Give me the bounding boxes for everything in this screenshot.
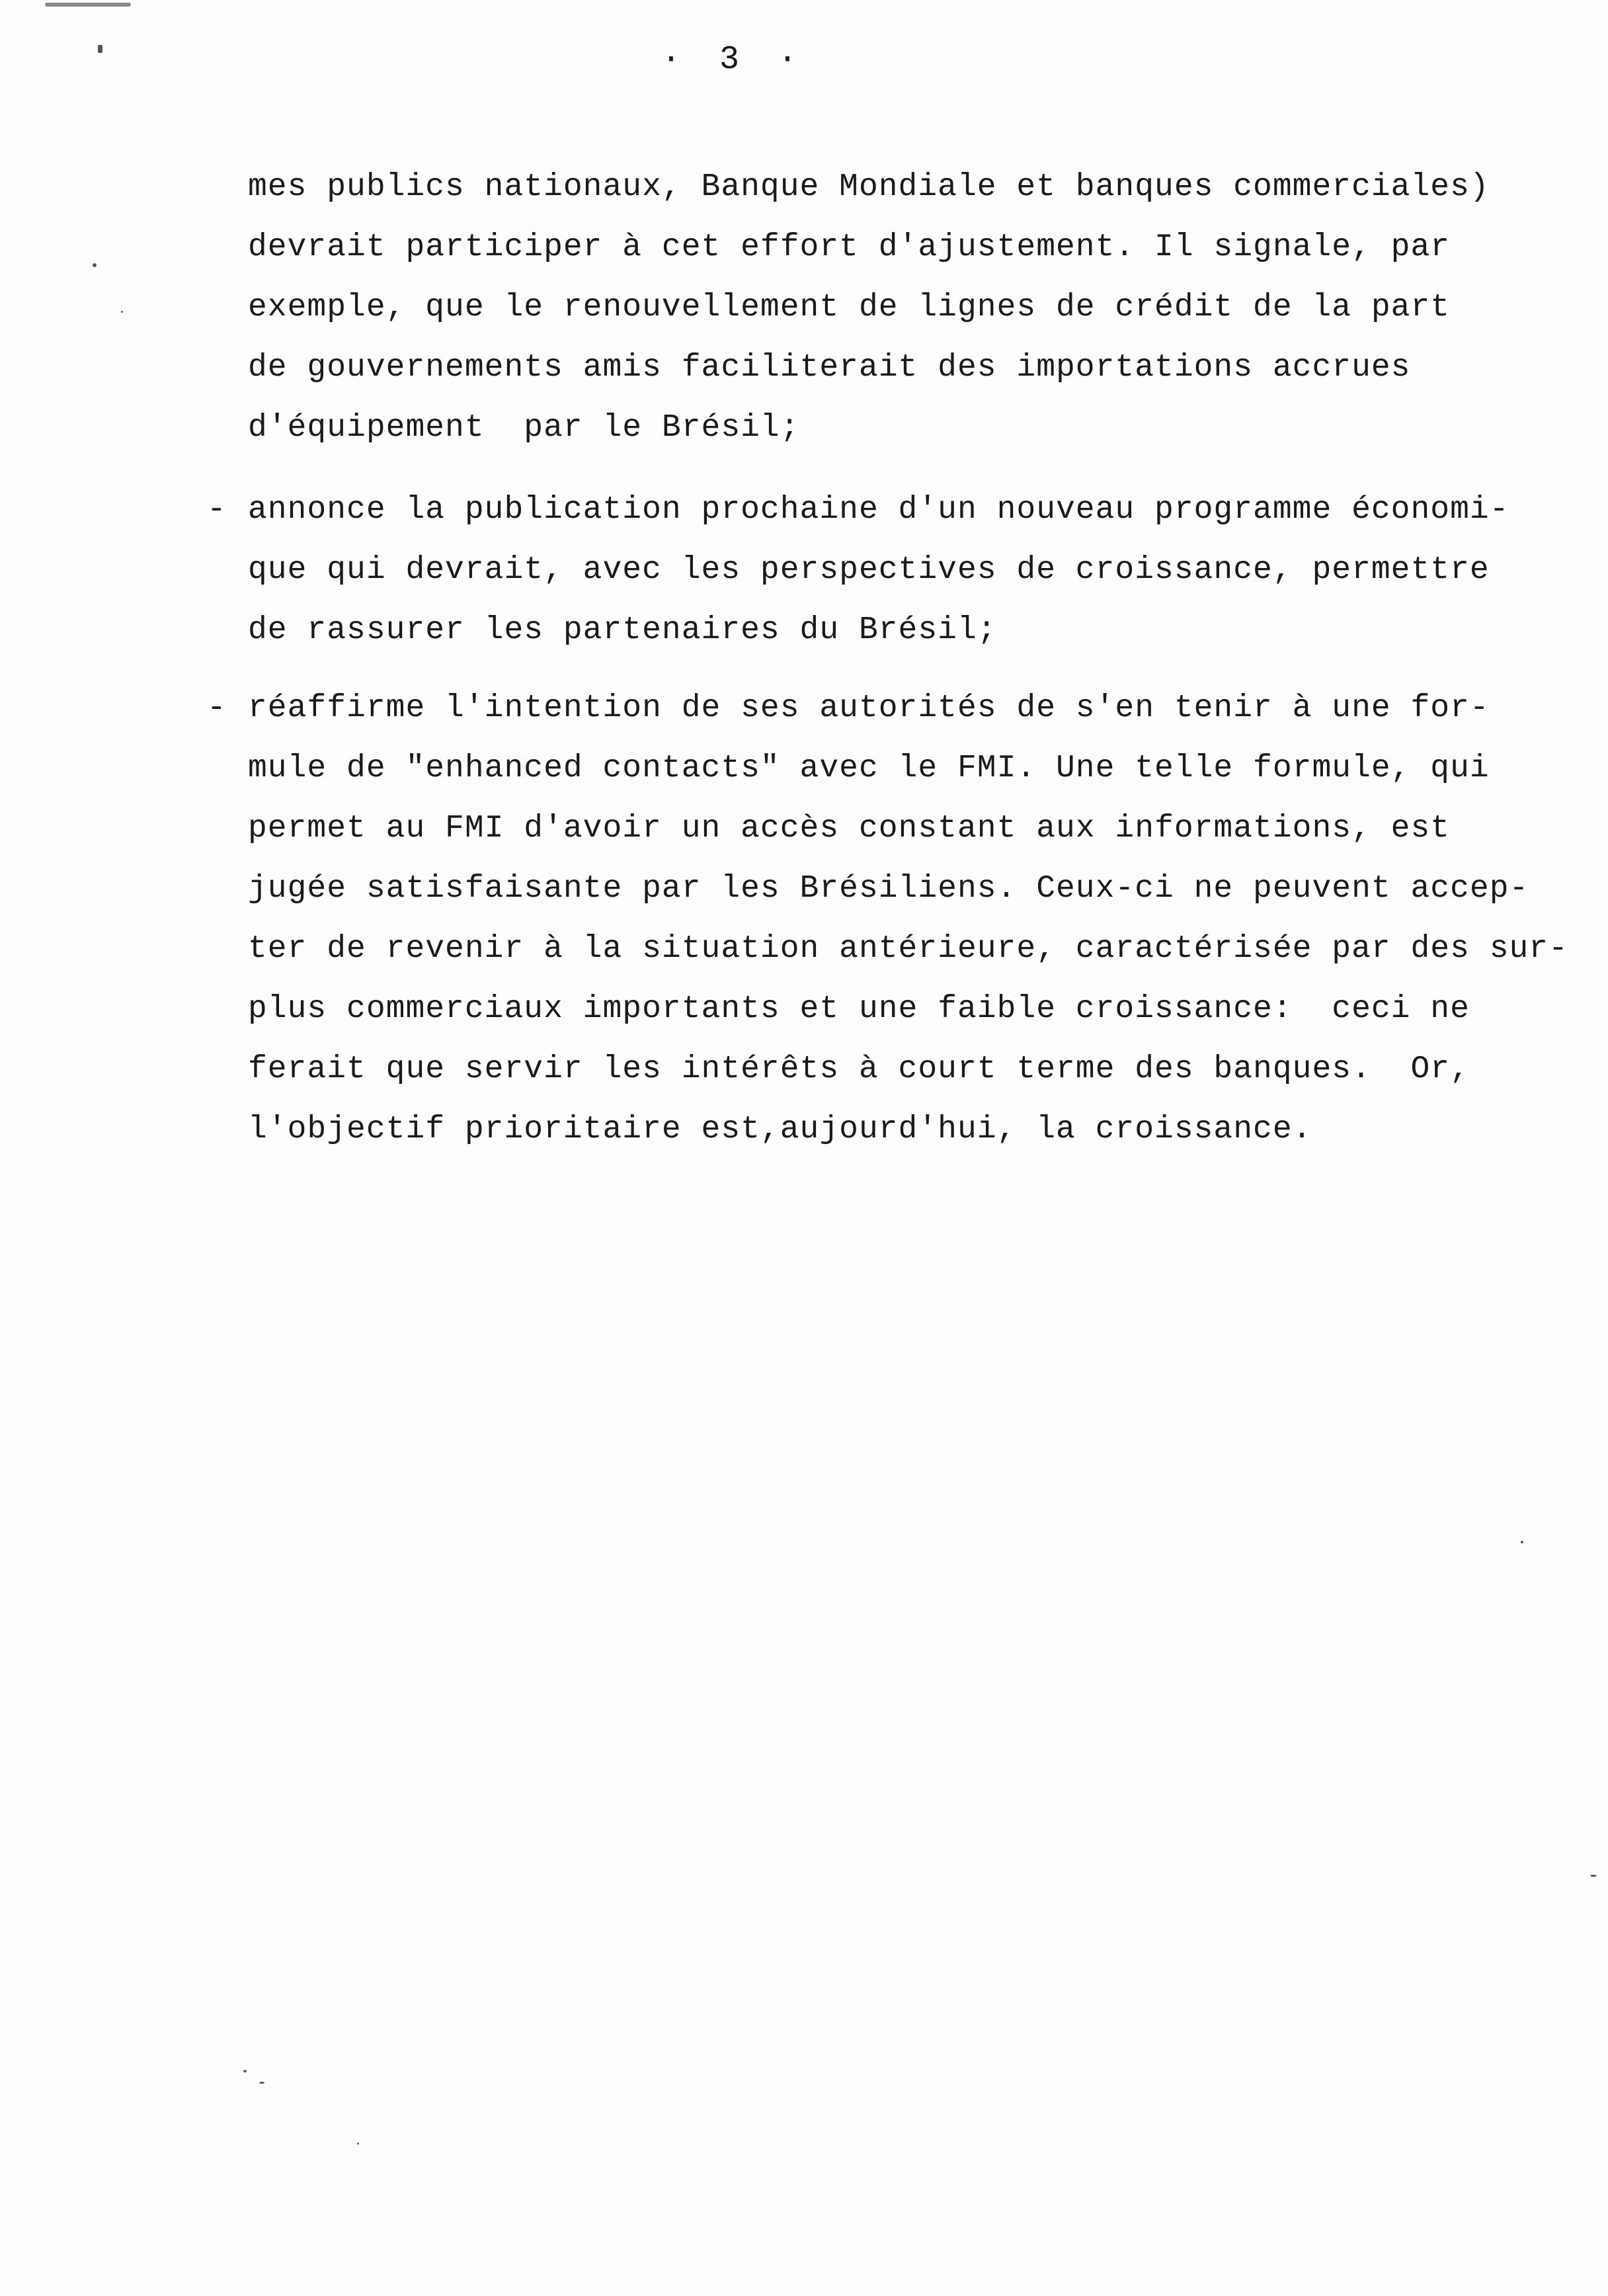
bullet-item-enhanced-contacts: [207, 678, 1577, 1160]
scan-speck: [1521, 1541, 1523, 1543]
bullet-item-publication: [207, 480, 1577, 661]
scan-speck: [357, 2143, 359, 2145]
text-line: jugée satisfaisante par les Brésiliens. Ceux-ci ne peuvent accep-: [248, 871, 1529, 907]
text-line: mes publics nationaux, Banque Mondiale et banques commerciales): [248, 169, 1490, 205]
text-line: permet au FMI d'avoir un accès constant aux informations, est: [248, 811, 1451, 846]
text-line: mule de "enhanced contacts" avec le FMI. Une telle formule, qui: [248, 751, 1490, 786]
scan-speck: [98, 45, 102, 53]
text-line: de rassurer les partenaires du Brésil;: [248, 612, 997, 648]
scan-speck: [45, 3, 131, 7]
bullet-dash: -: [207, 492, 226, 528]
text-line: devrait participer à cet effort d'ajustement. Il signale, par: [248, 229, 1451, 265]
bullet-dash: -: [207, 690, 226, 726]
text-line: annonce la publication prochaine d'un nouveau programme économi-: [248, 492, 1509, 528]
scan-speck: [93, 263, 97, 267]
page-number: · 3 ·: [661, 41, 807, 79]
scan-speck: [1590, 1875, 1597, 1877]
text-line: l'objectif prioritaire est,aujourd'hui, la croissance.: [248, 1112, 1312, 1147]
text-line: ter de revenir à la situation antérieure, caractérisée par des sur-: [248, 931, 1568, 967]
text-line: ferait que servir les intérêts à court terme des banques. Or,: [248, 1051, 1470, 1087]
text-line: de gouvernements amis faciliterait des importations accrues: [248, 350, 1411, 386]
text-line: d'équipement par le Brésil;: [248, 410, 800, 446]
text-line: que qui devrait, avec les perspectives de croissance, permettre: [248, 552, 1490, 588]
text-line: exemple, que le renouvellement de lignes de crédit de la part: [248, 290, 1451, 325]
text-line: plus commerciaux importants et une faible croissance: ceci ne: [248, 991, 1470, 1027]
text-line: réaffirme l'intention de ses autorités de s'en tenir à une for-: [248, 690, 1490, 726]
scan-speck: [259, 2082, 264, 2084]
scan-speck: [121, 311, 123, 313]
scan-speck: [243, 2070, 247, 2072]
paragraph-continuation: [248, 157, 1577, 458]
